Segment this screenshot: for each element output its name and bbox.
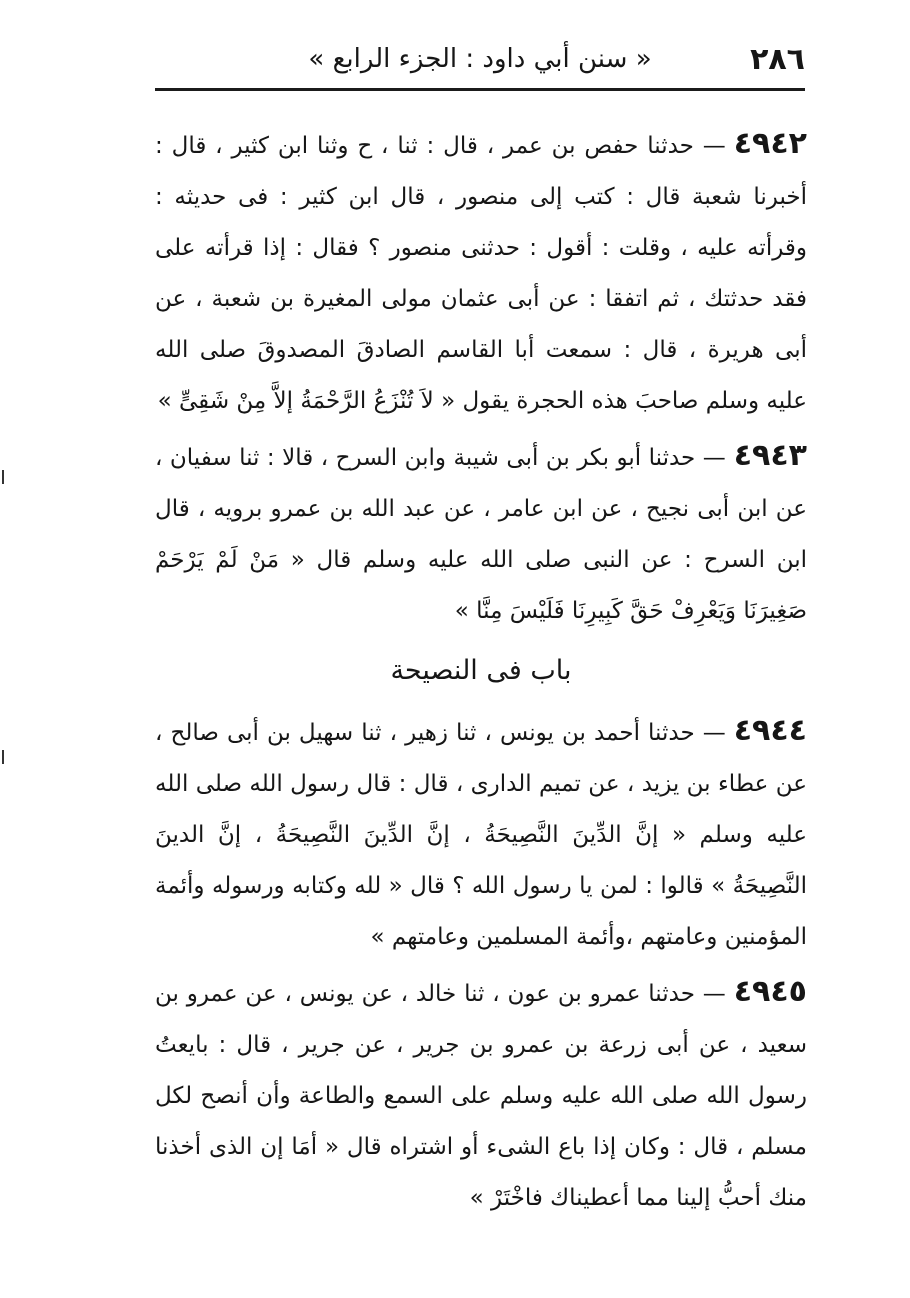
hadith-4943 [155, 430, 807, 637]
hadith-number: ٤٩٤٤ [733, 713, 807, 748]
hadith-text: — حدثنا أحمد بن يونس ، ثنا زهير ، ثنا سهيل بن أبى صالح ، عن عطاء بن يزيد ، عن تميم الدارى ، قال : قال رسول الله صلى الله عليه وسلم « إنَّ الدِّينَ النَّصِيحَةُ ، إنَّ الدِّينَ النَّصِيحَةُ ، إنَّ الدينَ النَّصِيحَةُ » قالوا : لمن يا رسول الله ؟ قال « لله وكتابه ورسوله وأئمة المؤمنين وعامتهم ،وأئمة المسلمين وعامتهم » [155, 720, 807, 950]
page-number: ٢٨٦ [750, 42, 805, 77]
hadith-4945 [155, 966, 807, 1224]
chapter-heading: باب فى النصيحة [390, 655, 572, 686]
hadith-text: — حدثنا أبو بكر بن أبى شيبة وابن السرح ، قالا : ثنا سفيان ، عن ابن أبى نجيح ، عن ابن عامر ، عن عبد الله بن عمرو برويه ، قال ابن السرح : عن النبى صلى الله عليه وسلم قال « مَنْ لَمْ يَرْحَمْ صَغِيرَنَا وَيَعْرِفْ حَقَّ كَبِيرِنَا فَلَيْسَ مِنَّا » [155, 445, 807, 624]
hadith-4942 [155, 118, 807, 427]
hadith-number: ٤٩٤٣ [733, 438, 807, 473]
page-header [155, 40, 805, 90]
hadith-number: ٤٩٤٥ [733, 974, 807, 1009]
page-body [155, 118, 807, 1227]
running-title: « سنن أبي داود : الجزء الرابع » [308, 44, 652, 74]
hadith-4944 [155, 705, 807, 963]
hadith-text: — حدثنا حفص بن عمر ، قال : ثنا ، ح وثنا ابن كثير ، قال : أخبرنا شعبة قال : كتب إلى منصور ، قال ابن كثير : فى حديثه : وقرأته عليه ، وقلت : أقول : حدثنى منصور ؟ فقال : إذا قرأته على فقد حدثتك ، ثم اتفقا : عن أبى عثمان مولى المغيرة بن شعبة ، عن أبى هريرة ، قال : سمعت أبا القاسم الصادقَ المصدوقَ صلى الله عليه وسلم صاحبَ هذه الحجرة يقول « لاَ تُنْزَعُ الرَّحْمَةُ إلاَّ مِنْ شَقِىٍّ » [155, 133, 807, 414]
hadith-number: ٤٩٤٢ [733, 126, 807, 161]
hadith-text: — حدثنا عمرو بن عون ، ثنا خالد ، عن يونس ، عن عمرو بن سعيد ، عن أبى زرعة بن عمرو بن جرير ، عن جرير ، قال : بايعتُ رسول الله صلى الله عليه وسلم على السمع والطاعة وأن أنصح لكل مسلم ، قال : وكان إذا باع الشىء أو اشتراه قال « أمَا إن الذى أخذنا منك أحبُّ إلينا مما أعطيناك فاخْتَرْ » [155, 981, 807, 1211]
header-divider [155, 88, 805, 91]
scan-edge-mark [2, 470, 4, 484]
scan-edge-mark [2, 750, 4, 764]
